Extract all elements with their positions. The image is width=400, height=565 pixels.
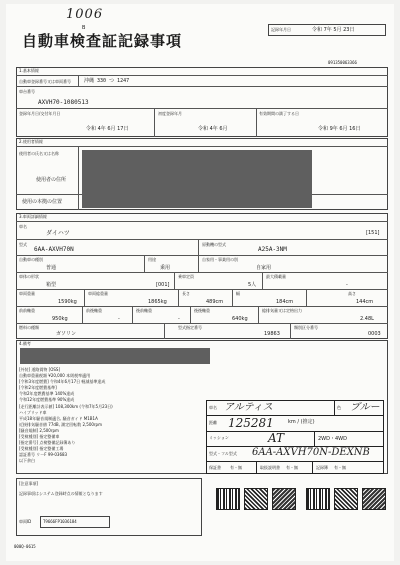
remark-line: 認証番号 リーF 99-03683	[19, 452, 68, 458]
car-name-value: アルティス	[224, 402, 273, 413]
car-id-value: T9666FP1036184	[43, 519, 77, 524]
body-shape-label: 車体の形状	[19, 274, 39, 279]
weight-label: 車両重量	[19, 291, 35, 296]
type-number-value: 19863	[264, 331, 280, 337]
usage-base-label: 使用の本拠の位置	[22, 199, 63, 205]
remarks-header: 4.備考	[19, 341, 31, 346]
color-label: 色	[337, 405, 341, 410]
color-value: ブルー	[350, 402, 380, 413]
transmission-label: ミッション	[209, 435, 229, 440]
rear-front-axle-label: 後前軸重	[136, 308, 152, 313]
remark-line: 近接排気騒音値 77dB, 測定回転数 2,500rpm	[19, 421, 102, 427]
manual-value: 有・無	[286, 465, 298, 470]
remark-line: [走行距離計表示値] 108,300km (令和7年5月23日)	[19, 403, 113, 409]
transmission-value: AT	[268, 431, 285, 445]
width-value: 184cm	[276, 299, 294, 305]
rear-rear-axle-value: 640kg	[232, 316, 248, 322]
capacity-value: 5人	[248, 282, 257, 288]
initial-registration-label: 初度登録年月	[158, 111, 182, 116]
vin-label: 車台番号	[19, 89, 35, 94]
vin-value: AXVH70-1080513	[38, 99, 89, 106]
registration-label: 自動車登録番号又は車両番号	[19, 79, 71, 84]
remark-line: 平成18年騒音規制適合, 騒音ガイド M1B1A	[19, 415, 98, 421]
full-model-value: 6AA-AXVH70N-DEXNB	[252, 447, 370, 458]
vehicle-kind-value: 普通	[46, 265, 57, 271]
engine-value: A25A-3NM	[258, 246, 287, 253]
expiry-label: 有効期間の満了する日	[259, 111, 299, 116]
model-value: 6AA-AXVH70N	[34, 246, 74, 253]
remark-line: [指定番号] 点検整備記録簿あり	[19, 440, 76, 446]
capacity-label: 乗車定員	[178, 274, 194, 279]
fuel-value: ガソリン	[56, 331, 77, 337]
max-load-value: -	[346, 282, 348, 288]
height-label: 高さ	[348, 291, 356, 296]
redacted-remarks	[20, 348, 210, 364]
mileage-value: 125281	[228, 416, 274, 430]
car-id-label: 車両ID	[19, 519, 32, 524]
remark-line: 自動車重量税額 ¥20,000 本則税率適用	[19, 373, 91, 379]
body-shape-value: 箱型	[46, 282, 57, 288]
remark-line: 以下余白	[19, 458, 35, 464]
remark-line: 令和2年度燃費基準 140%達成	[19, 391, 75, 397]
displacement-label: 総排気量又は定格出力	[262, 308, 302, 313]
qr-code	[362, 488, 386, 510]
front-rear-axle-label: 前後軸重	[86, 308, 102, 313]
warranty-label: 保証書	[209, 465, 221, 470]
vehicle-kind-label: 自動車の種別	[19, 257, 43, 262]
drive-type: 2WD・4WD	[318, 436, 347, 442]
redacted-user-info	[82, 150, 312, 208]
maker-value: ダイハツ	[46, 230, 70, 237]
car-name-label: 車名	[209, 405, 217, 410]
page-title: 自動車検査証記録事項	[22, 32, 183, 50]
first-registration-label: 登録年月日/交付年月日	[19, 111, 61, 116]
qr-code	[334, 488, 358, 510]
length-value: 489cm	[206, 299, 224, 305]
record-book-label: 記録簿	[316, 465, 328, 470]
user-address-label: 使用者の住所	[36, 177, 67, 183]
front-front-axle-value: 950kg	[52, 316, 68, 322]
mileage-label: 距離	[209, 420, 217, 425]
vehicle-detail-header: 3.車両詳細情報	[19, 214, 47, 219]
remark-line: [騒音規制] 2,500rpm	[19, 427, 59, 433]
b-mark: B	[82, 25, 86, 31]
handwritten-number: 1006	[66, 7, 104, 22]
rear-front-axle-value: -	[178, 316, 180, 322]
model-label: 型式	[19, 242, 27, 247]
remark-line: [令和2年度燃費基準]	[19, 385, 57, 391]
remark-line: [令和3年度燃費] 令和4年6月17日 軽減基準達成	[19, 379, 106, 385]
category-number-value: 0003	[368, 331, 381, 337]
inspection-record-document	[6, 4, 394, 561]
user-info-header: 2.使用者情報	[19, 139, 43, 144]
vehicle-detail-section	[16, 213, 388, 339]
remark-line: [受検種別] 指定整備工場	[19, 446, 64, 452]
mileage-unit: km / (推定)	[288, 419, 315, 425]
gross-weight-value: 1865kg	[148, 299, 167, 305]
body-shape-code: [001]	[156, 282, 170, 288]
type-number-label: 型式指定番号	[178, 325, 202, 330]
engine-label: 原動機の型式	[202, 242, 226, 247]
remark-line: [受検種別] 指定整備車	[19, 434, 60, 440]
rear-rear-axle-label: 後後軸重	[194, 308, 210, 313]
remark-line: 令和12年度燃費基準 90%達成	[19, 397, 75, 403]
initial-registration-value: 令和 4年 6月	[198, 126, 228, 132]
front-rear-axle-value: -	[118, 316, 120, 322]
full-model-label: 型式・フル型式	[209, 451, 237, 456]
category-number-label: 類別区分番号	[294, 325, 318, 330]
length-label: 長さ	[182, 291, 190, 296]
date-label: 記録年月日	[271, 27, 291, 32]
use-label: 用途	[148, 257, 156, 262]
registration-value: 沖縄 330 つ 1247	[84, 78, 130, 84]
record-book-value: 有・無	[334, 465, 346, 470]
qr-code	[306, 488, 330, 510]
qr-code	[244, 488, 268, 510]
business-use-label: 自家用・事業用の別	[202, 257, 238, 262]
maker-code: [151]	[366, 230, 380, 236]
height-value: 144cm	[356, 299, 374, 305]
expiry-value: 令和 9年 6月 16日	[318, 126, 361, 132]
fuel-label: 燃料の種類	[19, 325, 39, 330]
date-value: 令和 7年 5月 23日	[312, 27, 355, 33]
weight-value: 1590kg	[58, 299, 77, 305]
remark-line: ハイブリッド車	[19, 409, 47, 415]
first-registration-value: 令和 4年 6月 17日	[86, 126, 129, 132]
notice-header: [注意事項]	[19, 481, 39, 486]
use-value: 乗用	[160, 265, 171, 271]
displacement-value: 2.48L	[360, 316, 374, 322]
remarks-list	[19, 367, 209, 465]
manual-label: 取扱説明書	[260, 465, 280, 470]
gross-weight-label: 車両総重量	[88, 291, 108, 296]
remark-line: [外装] 道路貨物 [OSS]	[19, 367, 61, 372]
warranty-value: 有・無	[230, 465, 242, 470]
basic-info-header: 1.基本情報	[19, 68, 39, 73]
qr-code	[272, 488, 296, 510]
business-use-value: 自家用	[256, 265, 272, 271]
document-number: 091350063366	[328, 60, 357, 65]
notice-text: 記録事項はシステム登録時点の情報となります	[19, 491, 103, 496]
user-name-label: 使用者の氏名又は名称	[19, 151, 59, 156]
max-load-label: 最大積載量	[266, 274, 286, 279]
maker-label: 車名	[19, 224, 27, 229]
width-label: 幅	[236, 291, 240, 296]
qr-code	[216, 488, 240, 510]
front-front-axle-label: 前前軸重	[19, 308, 35, 313]
form-code: 000Q-0615	[14, 544, 36, 549]
